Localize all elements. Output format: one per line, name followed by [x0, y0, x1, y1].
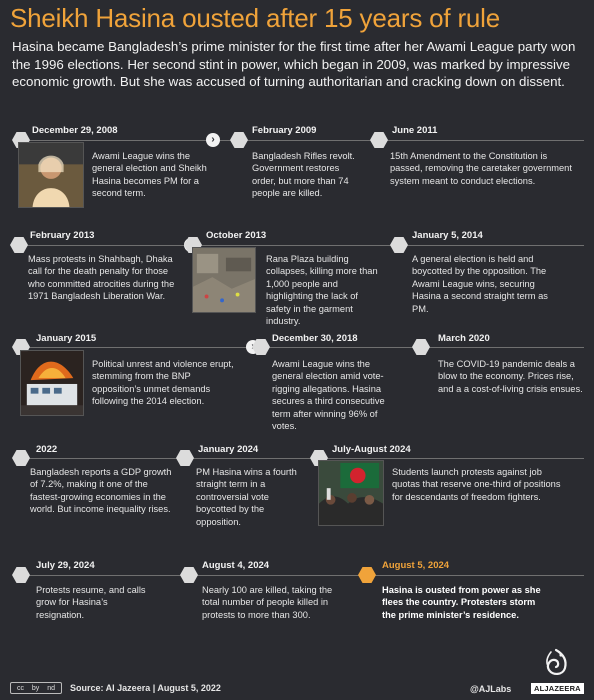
event-description: A general election is held and boycotted by the opposition. The Awami League wins, securing Hasina a second straight term as PM.	[412, 254, 548, 314]
event-date: February 2009	[252, 125, 317, 136]
unrest-photo	[20, 350, 84, 416]
footer	[0, 676, 594, 700]
event-date: January 5, 2014	[412, 230, 483, 241]
aljazeera-logo-icon	[541, 648, 571, 678]
timeline-marker-icon	[370, 132, 388, 148]
timeline-marker-icon	[12, 567, 30, 583]
timeline-marker-icon	[180, 567, 198, 583]
page-title: Sheikh Hasina ousted after 15 years of rule	[10, 3, 501, 33]
timeline-line-row-2	[14, 245, 584, 246]
event-description: Awami League wins the general election amid vote-rigging allegations. Hasina secures a third consecutive term after winning 96% of votes.	[272, 359, 385, 432]
timeline-line-row-5	[14, 575, 584, 576]
event-date: August 4, 2024	[202, 560, 270, 571]
timeline-marker-icon	[390, 237, 408, 253]
event-description: Mass protests in Shahbagh, Dhaka call for the death penalty for those who committed atrocities during the 1971 Bangladesh Liberation War.	[28, 254, 175, 302]
license-badge: nd	[47, 684, 55, 692]
timeline-marker-icon	[12, 450, 30, 466]
hasina-photo	[18, 142, 84, 208]
source-credit: Source: Al Jazeera | August 5, 2022	[70, 683, 221, 693]
event-description: Political unrest and violence erupt, stemming from the BNP opposition’s unmet demands following the 2014 election.	[92, 359, 234, 407]
timeline-marker-icon	[10, 237, 28, 253]
timeline-marker-highlight-icon	[358, 567, 376, 583]
timeline-marker-icon	[176, 450, 194, 466]
intro-paragraph: Hasina became Bangladesh’s prime minister for the first time after her Awami League party won the 1996 elections. Her second stint in power, which began in 2009, was marked by impressive economic growth. But she was accused of turning authoritarian and cracking down on dissent.	[12, 39, 576, 90]
event-date: June 2011	[392, 125, 438, 136]
event-description: Protests resume, and calls grow for Hasina’s resignation.	[36, 585, 146, 620]
event-date: March 2020	[438, 333, 490, 344]
twitter-handle: @AJLabs	[470, 684, 512, 694]
event-description: The COVID-19 pandemic deals a blow to the economy. Prices rise, and a a cost-of-living crisis ensues.	[438, 359, 583, 394]
event-date: July-August 2024	[332, 444, 411, 455]
event-description: PM Hasina wins a fourth straight term in a controversial vote boycotted by the opposition.	[196, 467, 297, 527]
event-description: Nearly 100 are killed, taking the total number of people killed in protests to more than 300.	[202, 585, 333, 620]
creative-commons-license-icon	[10, 682, 62, 694]
event-description: Awami League wins the general election and Sheikh Hasina becomes PM for a second term.	[92, 151, 207, 199]
event-date: December 29, 2008	[32, 125, 118, 136]
timeline-marker-icon	[412, 339, 430, 355]
event-description: Rana Plaza building collapses, killing more than 1,000 people and highlighting the lack of safety in the garment industry.	[266, 254, 378, 327]
event-date: January 2015	[36, 333, 97, 344]
event-date: 2022	[36, 444, 58, 455]
event-description: Bangladesh Rifles revolt. Government restores order, but more than 74 people are killed.	[252, 151, 355, 199]
timeline-line-row-1	[14, 140, 584, 141]
event-description: Students launch protests against job quotas that reserve one-third of positions for descendants of freedom fighters.	[392, 467, 561, 502]
event-date: December 30, 2018	[272, 333, 358, 344]
brand-wordmark: ALJAZEERA	[531, 683, 584, 694]
timeline-marker-icon	[230, 132, 248, 148]
event-date-highlight: August 5, 2024	[382, 560, 450, 571]
student-protest-photo	[318, 460, 384, 526]
license-badge: by	[31, 684, 40, 692]
event-date: February 2013	[30, 230, 95, 241]
arrow-right-icon: ›	[206, 133, 220, 147]
event-date: January 2024	[198, 444, 259, 455]
event-date: July 29, 2024	[36, 560, 95, 571]
event-date: October 2013	[206, 230, 267, 241]
timeline-line-row-3	[14, 347, 584, 348]
license-badge: cc	[16, 684, 24, 692]
event-description: Bangladesh reports a GDP growth of 7.2%, making it one of the fastest-growing economies in the world. But income inequality rises.	[30, 467, 172, 515]
event-description: 15th Amendment to the Constitution is passed, removing the caretaker government system meant to conduct elections.	[390, 151, 572, 186]
event-description-highlight: Hasina is ousted from power as she flees the country. Protesters storm the prime minister’s residence.	[382, 585, 541, 620]
rana-plaza-photo	[192, 247, 256, 313]
timeline-line-row-4	[14, 458, 584, 459]
